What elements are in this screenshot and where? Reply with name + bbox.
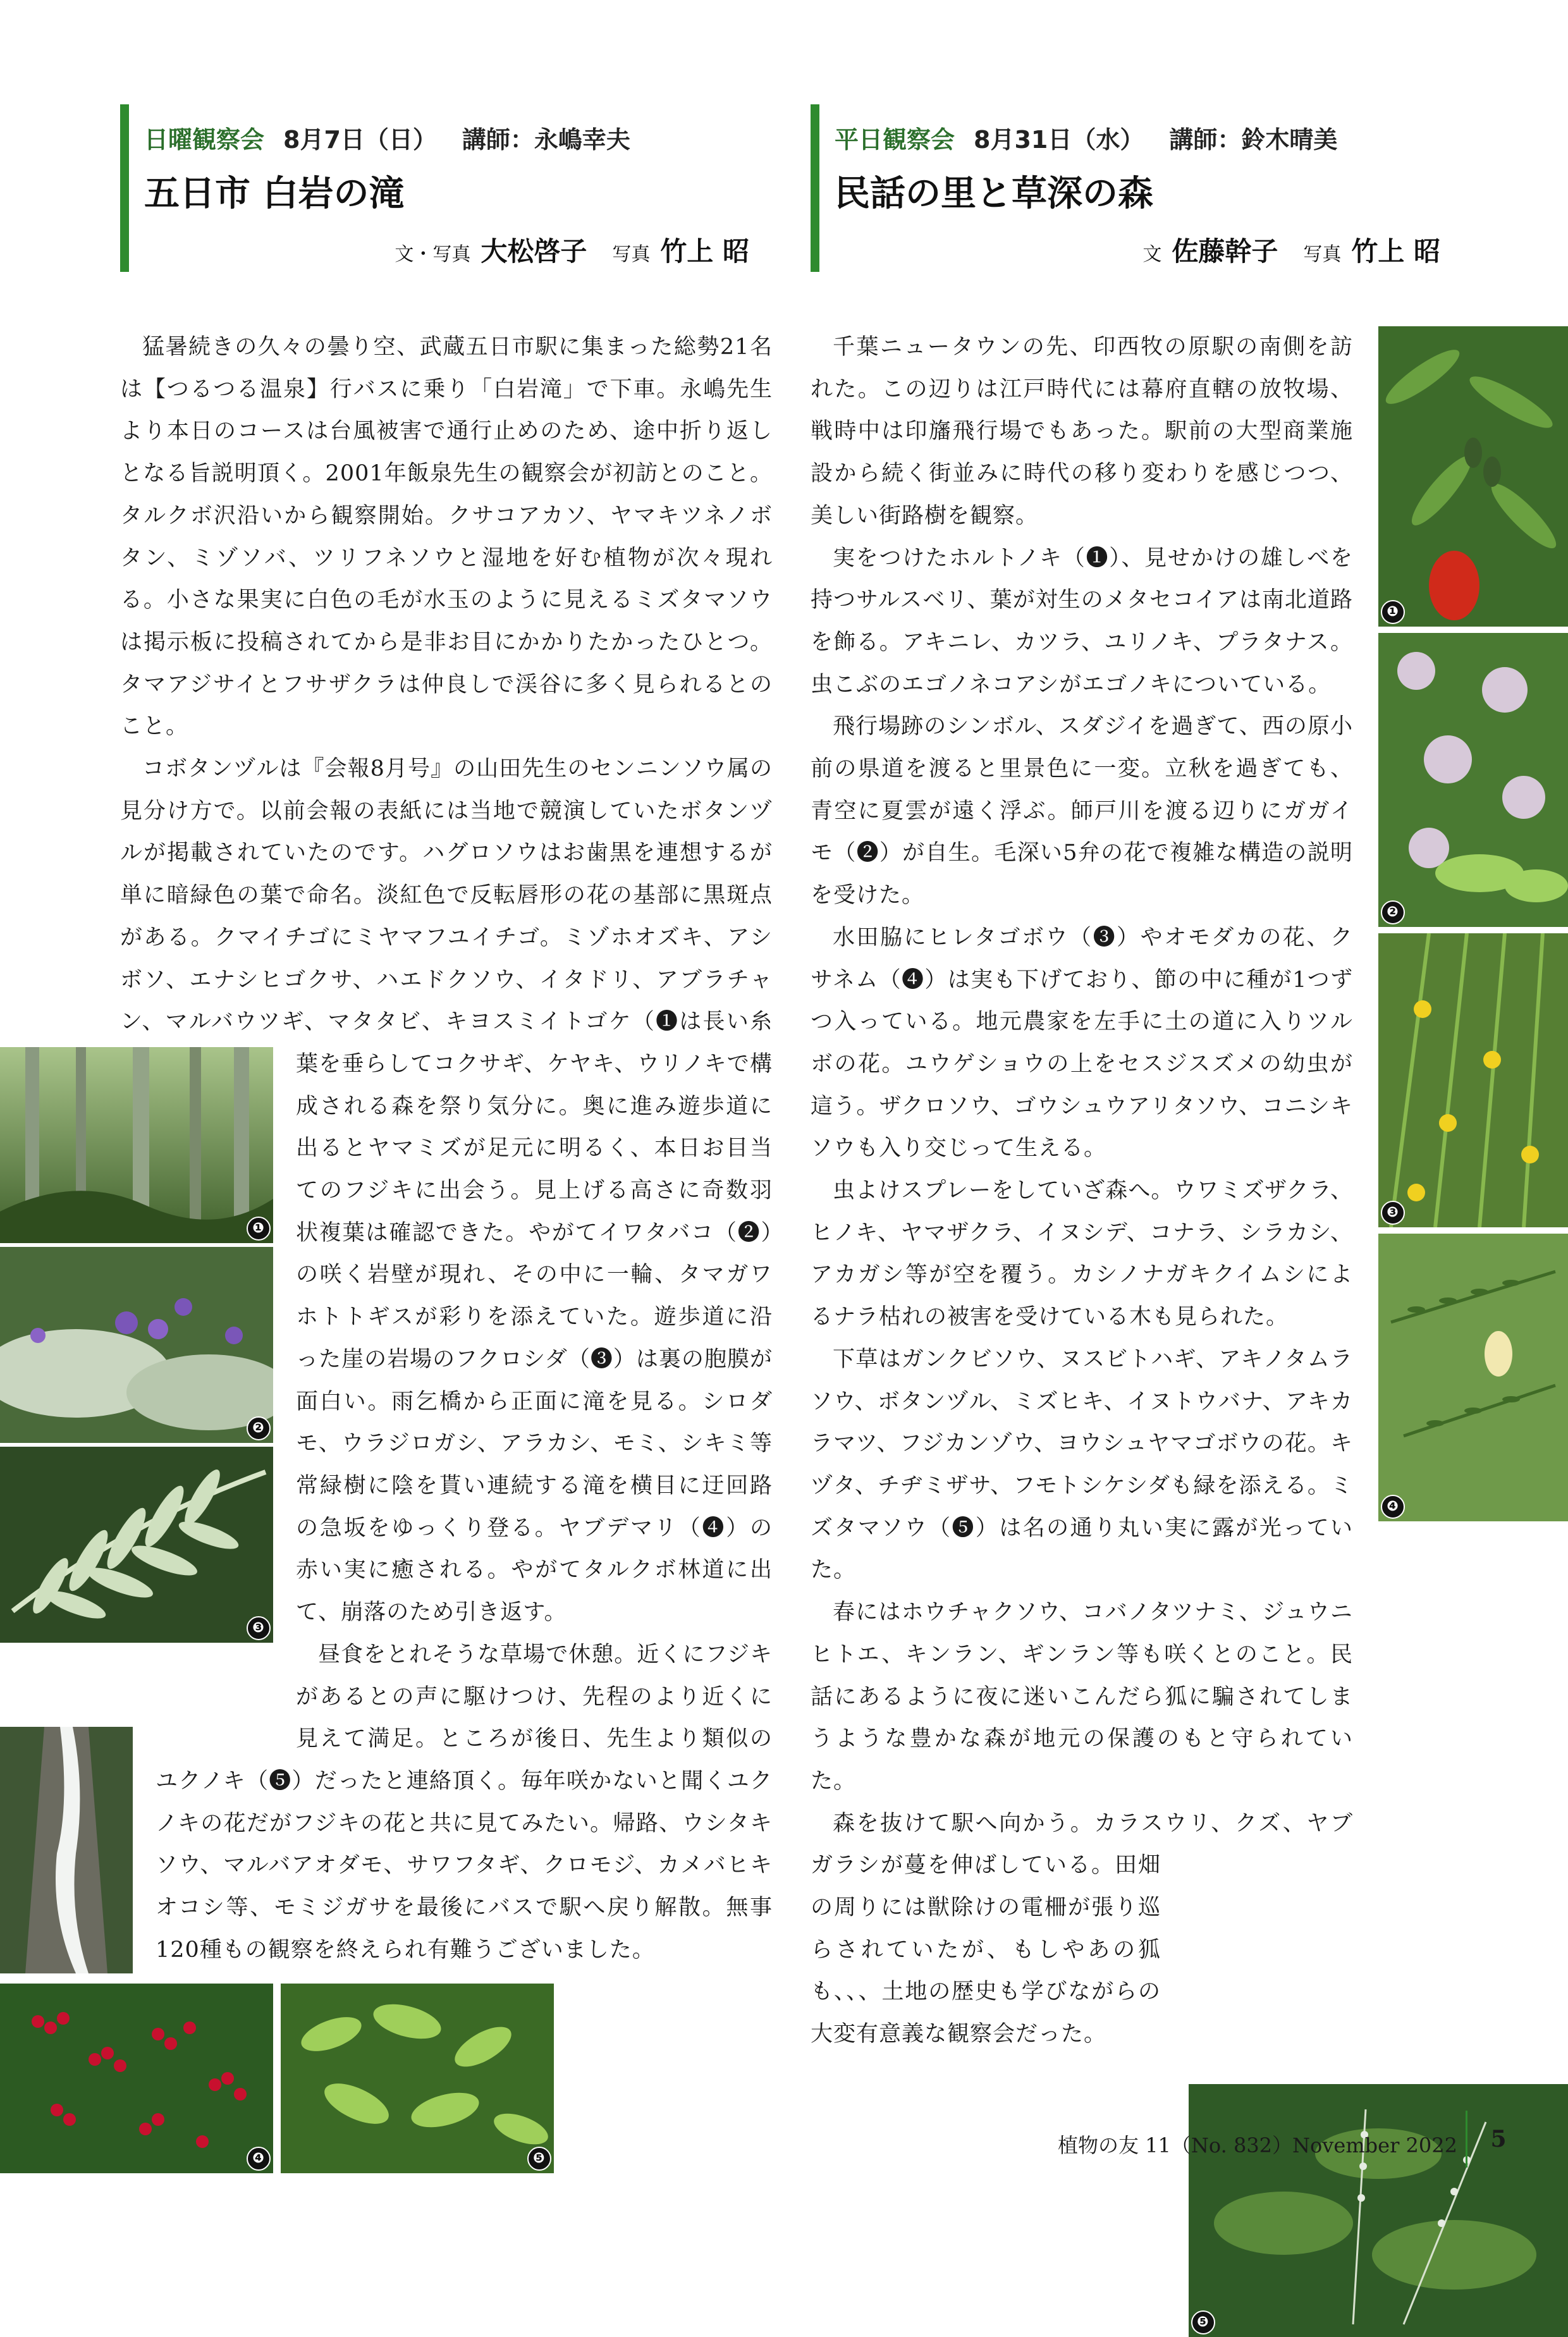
right-event-date: 8月31日（水） <box>974 126 1144 154</box>
right-paragraph-2: 実をつけたホルトノキ（❶）、見せかけの雄しべを持つサルスベリ、葉が対生のメタセコイアは南北道路を飾る。アキニレ、カツラ、ユリノキ、プラタナス。虫こぶのエゴノネコアシがエゴノキについている。 <box>811 545 1353 697</box>
right-byline-name-1: 佐藤幹子 <box>1172 236 1278 267</box>
waterfall-image <box>0 1727 133 1973</box>
red-berries-image <box>0 1984 273 2173</box>
hiretagobou-image <box>1378 933 1568 1227</box>
left-article-title: 五日市 白岩の滝 <box>144 173 405 214</box>
right-paragraph-1: 千葉ニュータウンの先、印西牧の原駅の南側を訪れた。この辺りは江戸時代には幕府直轄の放牧場、戦時中は印旛飛行場でもあった。駅前の大型商業施設から続く街並みに時代の移り変わりを感じつつ、美しい街路樹を観察。 <box>811 334 1353 529</box>
badge-5: ❺ <box>527 2147 551 2171</box>
left-article-body <box>0 326 773 2173</box>
gagaimo-image <box>1378 633 1568 927</box>
left-byline-label-1: 文・写真 <box>395 243 471 266</box>
left-photo-4-yabudemari <box>0 1984 273 2173</box>
horutonoki-image <box>1378 326 1568 627</box>
right-event-type: 平日観察会 <box>835 126 955 154</box>
left-paragraph-2: コボタンヅルは『会報8月号』の山田先生のセンニンソウ属の見分け方で。以前会報の表紙には当地で競演していたボタンヅルが掲載されていたのです。ハグロソウはお歯黒を連想するが単に暗緑色の葉で命名。淡紅色で反転唇形の花の基部に黒斑点がある。クマイチゴにミヤマフユイチゴ。ミゾホオズキ、アシボソ、エナシヒゴクサ、ハエドクソウ、イタドリ、アブラチャン、マルバウツギ、マタタビ、キヨスミイトゴケ（❶は長い糸葉を垂らしてコクサギ、ケヤキ、ウリノキで構成される森を祭り気分に。奥に進み遊歩道に出るとヤマミズが足元に明るく、本日お目当てのフジキに出会う。見上げる高さに奇数羽状複葉は確認できた。やがてイワタバコ（❷）の咲く岩壁が現れ、その中に一輪、タマガワホトトギスが彩りを添えていた。遊歩道に沿った崖の岩場のフクロシダ（❸）は裏の胞膜が面白い。雨乞橋から正面に滝を見る。シロダモ、ウラジロガシ、アラカシ、モミ、シキミ等常緑樹に陰を貰い連続する滝を横目に迂回路の急坂をゆっくり登る。ヤブデマリ（❹）の赤い実に癒される。やがてタルクボ林道に出て、崩落のため引き返す。 <box>120 756 773 1626</box>
right-paragraph-8: 森を抜けて駅へ向かう。カラスウリ、クズ、ヤブガラシが蔓を伸ばしている。田畑の周りには獣除けの電柵が張り巡らされていたが、もしやあの狐も、、、土地の歴史も学びながらの大変有意義な観察会だった。 <box>811 1810 1353 2047</box>
right-photo-2-gagaimo <box>1378 633 1568 927</box>
badge-r5: ❺ <box>1191 2310 1215 2334</box>
badge-r3: ❸ <box>1381 1201 1405 1225</box>
badge-r1: ❶ <box>1381 600 1405 624</box>
right-byline-label-2: 写真 <box>1303 243 1342 266</box>
right-byline-name-2: 竹上 昭 <box>1351 236 1440 267</box>
footer-magazine-info: 植物の友 11（No. 832）November 2022 <box>1058 2133 1457 2157</box>
iwatabako-image <box>0 1247 273 1443</box>
left-photo-2-iwatabako <box>0 1247 273 1443</box>
left-byline-name-2: 竹上 昭 <box>660 236 749 267</box>
badge-r4: ❹ <box>1381 1495 1405 1519</box>
fern-image <box>0 1447 273 1643</box>
badge-1: ❶ <box>247 1217 271 1241</box>
left-photo-3-fern <box>0 1447 273 1643</box>
right-photo-5-mizutamasou <box>1189 2084 1568 2337</box>
left-byline-name-1: 大松啓子 <box>481 236 587 267</box>
page-number: 5 <box>1490 2126 1507 2152</box>
right-header-meta <box>835 120 1337 155</box>
right-byline <box>1142 231 1440 269</box>
badge-3: ❸ <box>247 1616 271 1640</box>
left-event-date: 8月7日（日） <box>283 126 437 154</box>
right-photo-1-horutonoki <box>1378 326 1568 627</box>
left-paragraph-1: 猛暑続きの久々の曇り空、武蔵五日市駅に集まった総勢21名は【つるつる温泉】行バスに乗り「白岩滝」で下車。永嶋先生より本日のコースは台風被害で通行止めのため、途中折り返しとなる旨説明頂く。2001年飯泉先生の観察会が初訪とのこと。タルクボ沢沿いから観察開始。クサコアカソ、ヤマキツネノボタン、ミゾソバ、ツリフネソウと湿地を好む植物が次々現れる。小さな果実に白色の毛が水玉のように見えるミズタマソウは掲示板に投稿されてから是非お目にかかりたかったひとつ。タマアジサイとフサザクラは仲良しで渓谷に多く見られるとのこと。 <box>120 334 773 740</box>
right-byline-label-1: 文 <box>1142 243 1162 266</box>
left-byline <box>395 231 749 269</box>
left-header-meta <box>144 120 630 155</box>
badge-r2: ❷ <box>1381 900 1405 924</box>
right-header-bar <box>811 104 819 272</box>
left-byline-label-2: 写真 <box>612 243 651 266</box>
footer-divider <box>1466 2111 1467 2168</box>
right-paragraph-7: 春にはホウチャクソウ、コバノタツナミ、ジュウニヒトエ、キンラン、ギンラン等も咲くとのこと。民話にあるように夜に迷いこんだら狐に騙されてしまうような豊かな森が地元の保護のもと守られていた。 <box>811 1600 1353 1794</box>
left-photo-5-yukunoki <box>281 1984 554 2173</box>
right-lecturer: 講師：鈴木晴美 <box>1169 126 1338 154</box>
kusanemu-image <box>1378 1234 1568 1521</box>
left-event-type: 日曜観察会 <box>144 126 265 154</box>
leaves-image <box>281 1984 554 2173</box>
left-photo-waterfall <box>0 1727 133 1973</box>
right-paragraph-4: 水田脇にヒレタゴボウ（❸）やオモダカの花、クサネム（❹）は実も下げており、節の中に種が1つずつ入っている。地元農家を左手に土の道に入りツルボの花。ユウゲショウの上をセスジスズメの幼虫が這う。ザクロソウ、ゴウシュウアリタソウ、コニシキソウも入り交じって生える。 <box>811 924 1353 1162</box>
right-photo-4-kusanemu <box>1378 1234 1568 1521</box>
right-article-body <box>811 326 1568 2337</box>
right-article-title: 民話の里と草深の森 <box>835 173 1153 214</box>
right-paragraph-5: 虫よけスプレーをしていざ森へ。ウワミズザクラ、ヒノキ、ヤマザクラ、イヌシデ、コナラ、シラカシ、アカガシ等が空を覆う。カシノナガキクイムシによるナラ枯れの被害を受けている木も見られた。 <box>811 1178 1353 1330</box>
right-photo-3-hiretagobou <box>1378 933 1568 1227</box>
left-header-bar <box>120 104 129 272</box>
mizutamasou-image <box>1189 2084 1568 2337</box>
right-paragraph-3: 飛行場跡のシンボル、スダジイを過ぎて、西の原小前の県道を渡ると里景色に一変。立秋を過ぎても、青空に夏雲が遠く浮ぶ。師戸川を渡る辺りにガガイモ（❷）が自生。毛深い5弁の花で複雑な構造の説明を受けた。 <box>811 714 1353 909</box>
left-paragraph-3: 昼食をとれそうな草場で休憩。近くにフジキがあるとの声に駆けつけ、先程のより近くに見えて満足。ところが後日、先生より類似のユクノキ（❺）だったと連絡頂く。毎年咲かないと聞くユクノキの花だがフジキの花と共に見てみたい。帰路、ウシタキソウ、マルバアオダモ、サワフタギ、クロモジ、カメバヒキオコシ等、モミジガサを最後にバスで駅へ戻り解散。無事120種もの観察を終えられ有難うございました。 <box>156 1641 773 1963</box>
right-paragraph-6: 下草はガンクビソウ、ヌスビトハギ、アキノタムラソウ、ボタンヅル、ミズヒキ、イヌトウバナ、アキカラマツ、フジカンゾウ、ヨウシュヤマゴボウの花。キヅタ、チヂミザサ、フモトシケシダも緑を添える。ミズタマソウ（❺）は名の通り丸い実に露が光っていた。 <box>811 1346 1353 1583</box>
moss-forest-image <box>0 1047 273 1243</box>
left-lecturer: 講師：永嶋幸夫 <box>462 126 630 154</box>
badge-2: ❷ <box>247 1416 271 1440</box>
badge-4: ❹ <box>247 2147 271 2171</box>
left-photo-1-moss-forest <box>0 1047 273 1243</box>
